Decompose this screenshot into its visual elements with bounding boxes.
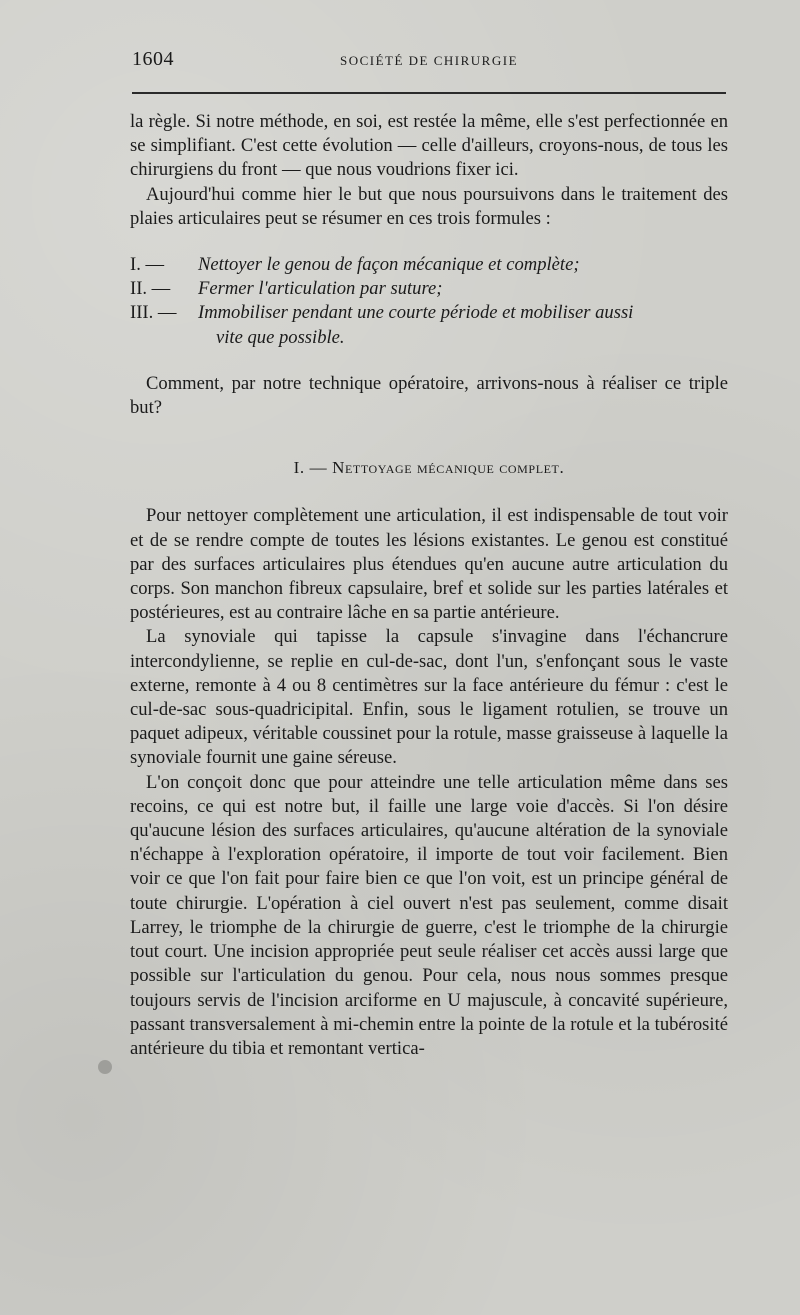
paragraph-1: la règle. Si notre méthode, en soi, est restée la même, elle s'est perfectionnée en se simplifiant. C'est cette évolution — celle d'ailleurs, croyons-nous, de tous les chirurgiens du front — que nous voudrions fixer ici.	[130, 111, 728, 181]
journal-title: SOCIÉTÉ DE CHIRURGIE	[339, 53, 519, 68]
paragraph-2: Aujourd'hui comme hier le but que nous poursuivons dans le traitement des plaies articulaires peut se résumer en ces trois formules :	[130, 183, 728, 229]
paragraph-3: Comment, par notre technique opératoire, arrivons-nous à réaliser ce triple but?	[130, 372, 728, 419]
list-item-continuation: vite que possible.	[216, 326, 345, 348]
body-text	[130, 110, 728, 1061]
list-item-text: Fermer l'articulation par suture;	[198, 278, 443, 300]
list-item	[130, 301, 728, 325]
list-item-number: I. —	[130, 254, 165, 276]
list-item-text: Nettoyer le genou de façon mécanique et complète;	[198, 254, 580, 276]
paper-blemish	[98, 1060, 112, 1074]
list-item	[130, 277, 728, 301]
section-heading	[130, 456, 728, 480]
running-head	[132, 48, 726, 88]
objectives-list	[130, 253, 728, 350]
list-item-number: II. —	[130, 278, 171, 300]
paragraph-5: La synoviale qui tapisse la capsule s'invagine dans l'échancrure intercondylienne, se replie en cul-de-sac, dont l'un, s'enfonçant sous le vaste externe, remonte à 4 ou 8 centimètres sur la face antérieure du fémur : c'est le cul-de-sac sous-quadricipital. Enfin, sous le ligament rotulien, se trouve un paquet adipeux, véritable coussinet pour la rotule, masse graisseuse à laquelle la synoviale fournit une gaine séreuse.	[130, 626, 728, 769]
list-item	[130, 253, 728, 277]
paragraph-6: L'on conçoit donc que pour atteindre une telle articulation même dans ses recoins, ce qui est notre but, il faille une large voie d'accès. Si l'on désire qu'aucune lésion des surfaces articulaires, qu'aucune altération de la synoviale n'échappe à l'exploration opératoire, il importe de tout voir facilement. Bien voir ce que l'on fait pour faire bien ce que l'on voit, est un principe général de toute chirurgie. L'opération à ciel ouvert n'est pas seulement, comme disait Larrey, le triomphe de la chirurgie de guerre, c'est le triomphe de la chirurgie tout court. Une incision appropriée peut seule réaliser cet accès aussi large que possible sur l'articulation du genou. Pour cela, nous nous sommes presque toujours servis de l'incision arciforme en U majuscule, à concavité supérieure, passant transversalement à mi-chemin entre la pointe de la rotule et la tubérosité antérieure du tibia et remontant vertica-	[130, 771, 728, 1059]
header-rule	[132, 92, 726, 94]
section-number: I. —	[293, 458, 328, 478]
page-number: 1604	[132, 48, 174, 70]
list-item-text: Immobiliser pendant une courte période et mobiliser aussi	[198, 302, 634, 324]
paragraph-4: Pour nettoyer complètement une articulation, il est indispensable de tout voir et de se rendre compte de toutes les lésions existantes. Le genou est constitué par des surfaces articulaires plus étendues qu'en aucune autre articulation du corps. Son manchon fibreux capsulaire, bref et solide sur les parties latérales et postérieures, est au contraire lâche en sa partie antérieure.	[130, 505, 728, 624]
list-item-number: III. —	[130, 302, 177, 324]
section-title: Nettoyage mécanique complet.	[332, 458, 565, 478]
